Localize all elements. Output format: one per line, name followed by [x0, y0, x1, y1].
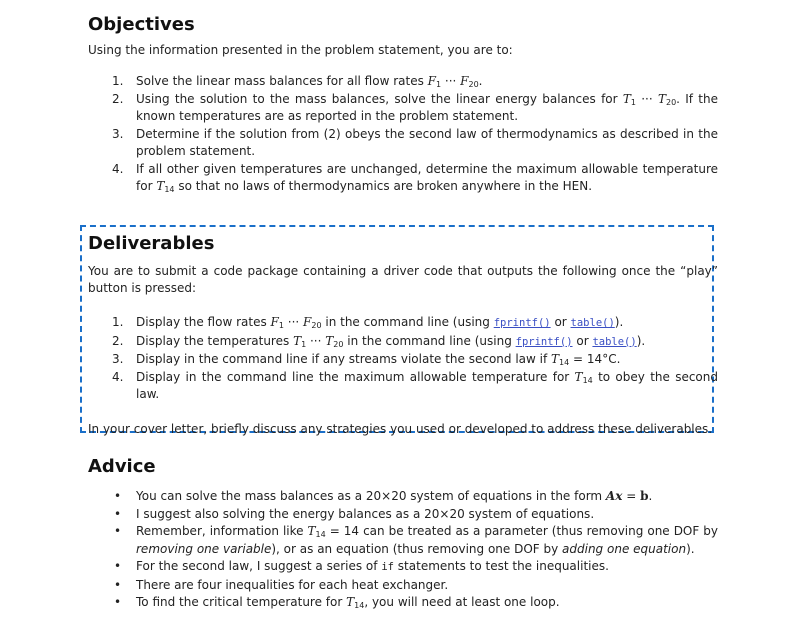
bullet-icon: •: [114, 524, 122, 538]
list-item: • To find the critical temperature for $T_{14}$, you will need at least one loop.: [114, 595, 560, 610]
list-item: • For the second law, I suggest a series of if statements to test the inequalities.: [88, 558, 718, 577]
deliverables-title: Deliverables: [88, 233, 215, 254]
list-item: 4. If all other given temperatures are unchanged, determine the maximum allowable temperature for $T_{14}$ so that no laws of thermodynamics are broken anywhere in the HEN.: [112, 161, 718, 194]
deliverables-intro: You are to submit a code package containing a driver code that outputs the following once the “play” button is pressed:: [88, 264, 718, 295]
objectives-section: [88, 14, 718, 196]
fprintf-link[interactable]: fprintf(): [493, 317, 551, 329]
objectives-list: [88, 73, 718, 196]
deliverables-section: [88, 233, 718, 438]
list-item: 2. Display the temperatures $T_1$ ··· $T_{20}$ in the command line (using fprintf() or table()).: [112, 333, 646, 349]
fprintf-link[interactable]: fprintf(): [515, 335, 573, 348]
list-item: 1. Display the flow rates $F_1$ ··· $F_{20}$ in the command line (using fprintf() or table()).: [112, 315, 624, 330]
table-link[interactable]: table(): [592, 335, 637, 348]
bullet-icon: •: [114, 577, 122, 592]
bullet-icon: •: [114, 489, 122, 503]
deliverables-closing: In your cover letter, briefly discuss any strategies you used or developed to address these deliverables.: [88, 421, 713, 436]
objectives-intro: Using the information presented in the problem statement, you are to:: [88, 43, 513, 57]
list-item: 1. Solve the linear mass balances for all flow rates $F_1$ ··· $F_{20}$.: [112, 74, 483, 89]
list-item: 2. Using the solution to the mass balances, solve the linear energy balances for $T_1$ ··· $T_{20}$. If the known temperatures are as reported in the problem statement.: [112, 91, 718, 123]
list-item: • I suggest also solving the energy balances as a 20×20 system of equations.: [88, 506, 718, 524]
deliverables-list: [88, 314, 718, 404]
bullet-icon: •: [114, 559, 122, 573]
bullet-icon: •: [114, 506, 122, 521]
advice-section: [88, 456, 718, 612]
advice-title: Advice: [88, 456, 156, 477]
list-item: 3. Display in the command line if any streams violate the second law if $T_{14} = 14^\circ C$.: [112, 352, 621, 367]
advice-list: [88, 488, 718, 612]
table-link[interactable]: table(): [570, 317, 615, 329]
list-item: • There are four inequalities for each heat exchanger.: [88, 577, 718, 595]
list-item: • Remember, information like $T_{14} = 14$ can be treated as a parameter (thus removing one DOF by removing one variable), or as an equation (thus removing one DOF by adding one equation).: [114, 524, 718, 556]
list-item: • You can solve the mass balances as a 20×20 system of equations in the form Ax = b.: [88, 488, 718, 506]
list-item: 3. Determine if the solution from (2) obeys the second law of thermodynamics as described in the problem statement.: [112, 126, 718, 158]
objectives-title: Objectives: [88, 14, 195, 35]
bullet-icon: •: [114, 595, 122, 609]
list-item: 4. Display in the command line the maximum allowable temperature for $T_{14}$ to obey the second law.: [112, 369, 718, 401]
